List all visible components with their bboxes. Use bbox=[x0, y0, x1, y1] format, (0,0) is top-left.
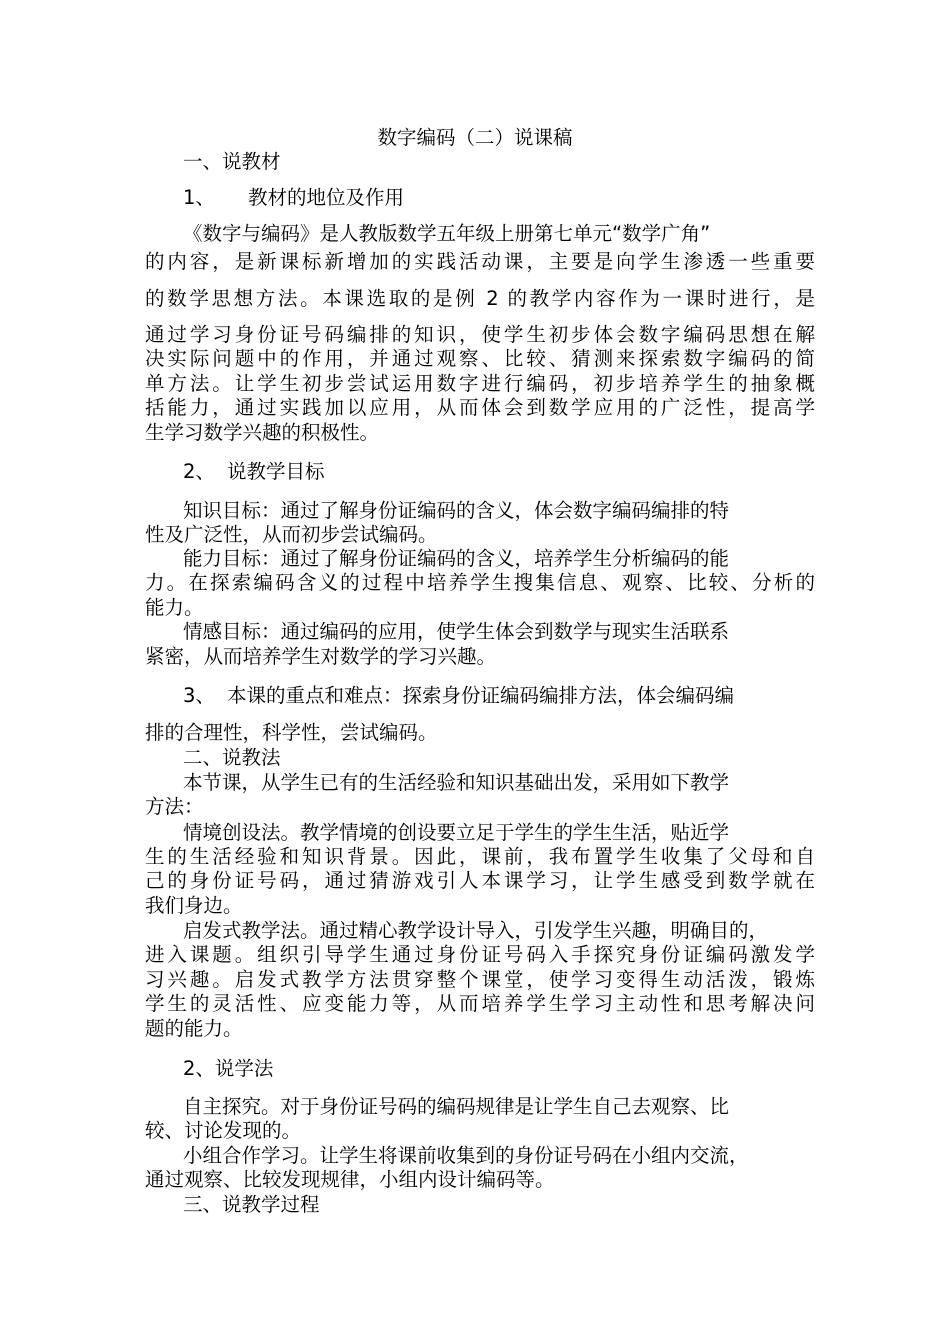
paragraph-line: 情感目标：通过编码的应用，使学生体会到数学与现实生活联系 bbox=[183, 620, 730, 643]
paragraph-line: 通过学习身份证号码编排的知识，使学生初步体会数字编码思想在解 bbox=[145, 323, 815, 346]
paragraph-line: 紧密，从而培养学生对数学的学习兴趣。 bbox=[145, 645, 497, 668]
paragraph-line: 能力。 bbox=[145, 596, 204, 619]
paragraph-line: 本节课，从学生已有的生活经验和知识基础出发，采用如下教学 bbox=[183, 771, 730, 794]
paragraph-line: 的内容，是新课标新增加的实践活动课，主要是向学生渗透一些重要 bbox=[145, 250, 815, 273]
paragraph-line: 我们身边。 bbox=[145, 894, 243, 917]
paragraph-line: 己的身份证号码，通过猜游戏引人本课学习，让学生感受到数学就在 bbox=[145, 869, 815, 892]
section-heading-1: 一、说教材 bbox=[183, 150, 281, 173]
paragraph-line: 情境创设法。教学情境的创设要立足于学生的学生生活，贴近学 bbox=[183, 821, 730, 844]
paragraph-line: 括能力，通过实践加以应用，从而体会到数学应用的广泛性，提高学 bbox=[145, 396, 815, 419]
paragraph-line: 小组合作学习。让学生将课前收集到的身份证号码在小组内交流， bbox=[183, 1144, 749, 1167]
subsection-label: 说教学目标 bbox=[227, 460, 325, 483]
paragraph-line: 的数学思想方法。本课选取的是例 2 的教学内容作为一课时进行，是 bbox=[145, 287, 815, 310]
paragraph-line: 通过观察、比较发现规律，小组内设计编码等。 bbox=[145, 1168, 555, 1191]
section-heading-2: 二、说教法 bbox=[183, 746, 281, 769]
paragraph-line: 知识目标：通过了解身份证编码的含义，体会数字编码编排的特 bbox=[183, 499, 730, 522]
document-title: 数字编码（二）说课稿 bbox=[377, 126, 573, 149]
subsection-heading: 2、说学法 bbox=[183, 1057, 274, 1080]
paragraph-line: 力。在探索编码含义的过程中培养学生搜集信息、观察、比较、分析的 bbox=[145, 571, 815, 594]
paragraph-line: 生学习数学兴趣的积极性。 bbox=[145, 421, 380, 444]
subsection-label: 本课的重点和难点：探索身份证编码编排方法，体会编码编 bbox=[227, 684, 735, 707]
subsection-heading bbox=[183, 460, 853, 484]
paragraph-line: 启发式教学法。通过精心教学设计导入，引发学生兴趣，明确目的， bbox=[183, 919, 769, 942]
paragraph-line: 决实际问题中的作用，并通过观察、比较、猜测来探索数字编码的简 bbox=[145, 347, 815, 370]
paragraph-line: 习兴趣。启发式教学方法贯穿整个课堂，使学习变得生动活泼，锻炼 bbox=[145, 968, 815, 991]
subsection-number: 1、 bbox=[183, 186, 215, 209]
paragraph-line: 方法： bbox=[145, 795, 204, 818]
paragraph-line: 进入课题。组织引导学生通过身份证号码入手探究身份证编码激发学 bbox=[145, 943, 815, 966]
paragraph-line: 能力目标：通过了解身份证编码的含义，培养学生分析编码的能 bbox=[183, 547, 730, 570]
subsection-number: 2、 bbox=[183, 460, 215, 483]
paragraph-line: 排的合理性，科学性，尝试编码。 bbox=[145, 721, 438, 744]
paragraph-line: 较、讨论发现的。 bbox=[145, 1119, 302, 1142]
paragraph-line: 《数字与编码》是人教版数学五年级上册第七单元“数学广角” bbox=[183, 222, 711, 245]
section-heading-3: 三、说教学过程 bbox=[183, 1193, 320, 1216]
paragraph-line: 单方法。让学生初步尝试运用数字进行编码，初步培养学生的抽象概 bbox=[145, 372, 815, 395]
paragraph-line: 学生的灵活性、应变能力等，从而培养学生学习主动性和思考解决问 bbox=[145, 992, 815, 1015]
paragraph-line: 自主探究。对于身份证号码的编码规律是让学生自己去观察、比 bbox=[183, 1095, 730, 1118]
subsection-label: 教材的地位及作用 bbox=[248, 186, 405, 209]
subsection-heading bbox=[183, 186, 853, 210]
paragraph-line: 题的能力。 bbox=[145, 1017, 243, 1040]
subsection-heading bbox=[183, 684, 815, 708]
subsection-number: 3、 bbox=[183, 684, 215, 707]
paragraph-line: 生的生活经验和知识背景。因此，课前，我布置学生收集了父母和自 bbox=[145, 845, 815, 868]
paragraph-line: 性及广泛性，从而初步尝试编码。 bbox=[145, 523, 438, 546]
